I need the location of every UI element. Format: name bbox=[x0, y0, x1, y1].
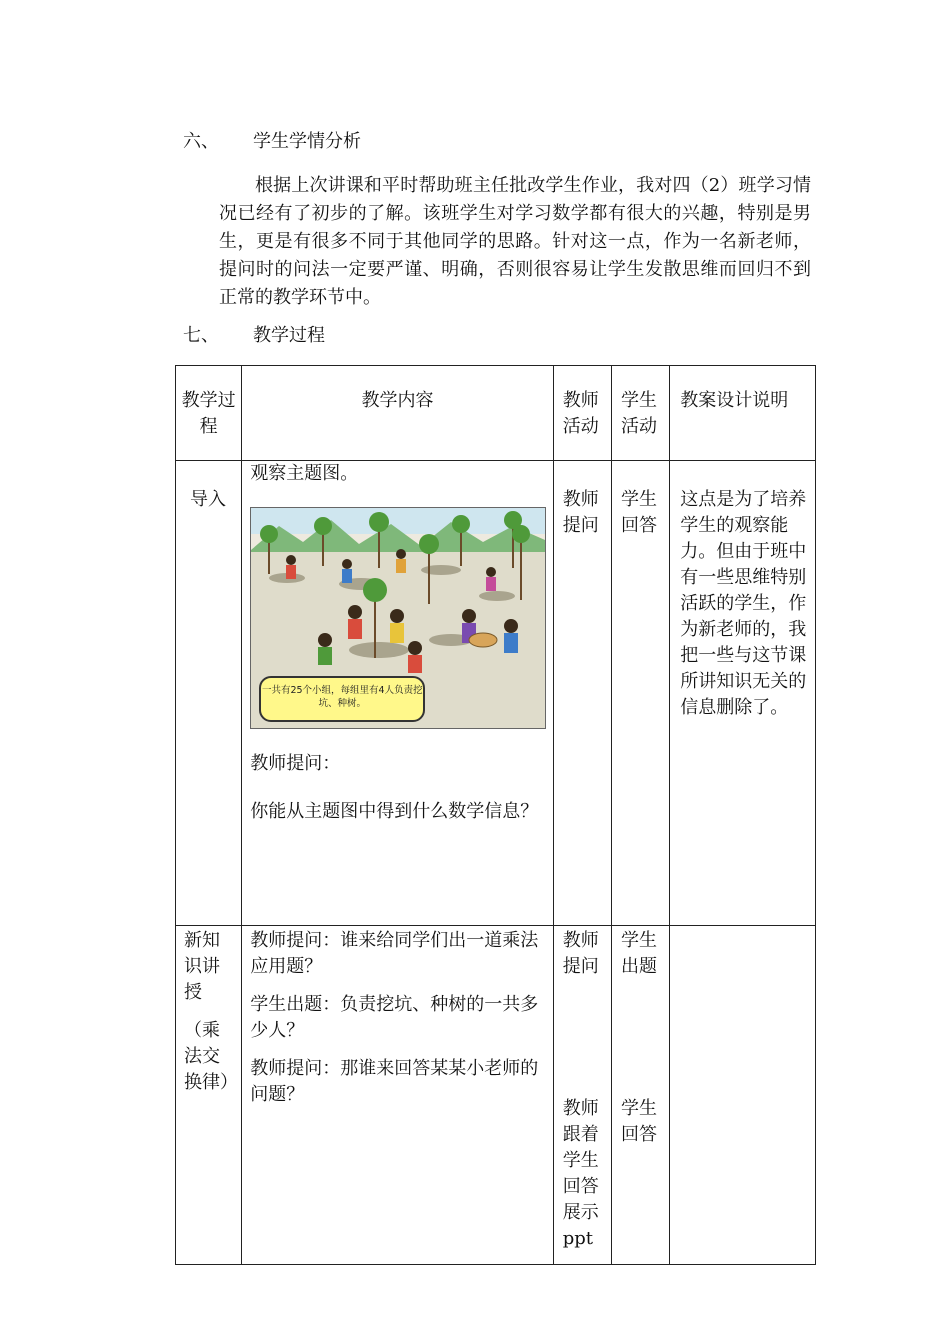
section-7-number: 七、 bbox=[183, 325, 219, 346]
teacher-activity-1: 教师提问 bbox=[562, 930, 599, 977]
section-7-title: 教学过程 bbox=[253, 325, 325, 346]
teacher-activity-intro: 教师提问 bbox=[553, 461, 611, 926]
table-header-row bbox=[176, 366, 816, 461]
teacher-question-label: 教师提问： bbox=[250, 753, 341, 774]
section-7-heading bbox=[183, 321, 325, 347]
section-6-number: 六、 bbox=[183, 131, 219, 152]
table-row bbox=[176, 461, 816, 926]
design-note-intro: 这点是为了培养学生的观察能力。但由于班中有一些思维特别活跃的学生，作为新老师的，我把一些与这节课所讲知识无关的信息删除了。 bbox=[670, 461, 816, 926]
student-activity-2: 学生回答 bbox=[621, 1098, 658, 1145]
header-note: 教案设计说明 bbox=[670, 366, 816, 461]
stage-subtitle: （乘法交换律） bbox=[184, 1020, 238, 1093]
content-teacher-question-1: 教师提问：谁来给同学们出一道乘法应用题？ bbox=[250, 930, 539, 977]
header-stage: 教学过程 bbox=[176, 366, 242, 461]
theme-illustration bbox=[250, 507, 546, 729]
content-intro-cell bbox=[242, 461, 553, 926]
header-student: 学生活动 bbox=[612, 366, 670, 461]
student-activity-intro: 学生回答 bbox=[612, 461, 670, 926]
teacher-activity-2: 教师跟着学生回答展示ppt bbox=[562, 1098, 599, 1249]
section-6-title: 学生学情分析 bbox=[253, 131, 361, 152]
header-content: 教学内容 bbox=[242, 366, 553, 461]
teacher-activity-new-cell bbox=[553, 926, 611, 1265]
section-6-heading bbox=[183, 127, 361, 153]
stage-intro: 导入 bbox=[176, 461, 242, 926]
content-teacher-question-2: 教师提问：那谁来回答某某小老师的问题？ bbox=[250, 1058, 539, 1105]
stage-new-knowledge-cell bbox=[176, 926, 242, 1265]
design-note-new bbox=[670, 926, 816, 1265]
table-row bbox=[176, 926, 816, 1265]
student-activity-1: 学生出题 bbox=[621, 930, 658, 977]
analysis-paragraph: 根据上次讲课和平时帮助班主任批改学生作业，我对四（2）班学习情况已经有了初步的了解。该班学生对学习数学都有很大的兴趣，特别是男生，更是有很多不同于其他同学的思路。针对这一点，作为一名新老师，提问时的问法一定要严谨、明确，否则很容易让学生发散思维而回归不到正常的教学环节中。 bbox=[219, 175, 811, 308]
stage-new-knowledge: 新知识讲授 bbox=[184, 930, 220, 1003]
teacher-question: 你能从主题图中得到什么数学信息？ bbox=[250, 801, 539, 822]
student-activity-new-cell bbox=[612, 926, 670, 1265]
teaching-process-table bbox=[175, 365, 816, 1265]
speech-bubble: 一共有25个小组，每组里有4人负责挖坑、种树。 bbox=[259, 676, 425, 722]
content-student-question: 学生出题：负责挖坑、种树的一共多少人？ bbox=[250, 994, 539, 1041]
header-teacher: 教师活动 bbox=[553, 366, 611, 461]
observe-text: 观察主题图。 bbox=[250, 463, 359, 484]
content-new-knowledge-cell bbox=[242, 926, 553, 1265]
